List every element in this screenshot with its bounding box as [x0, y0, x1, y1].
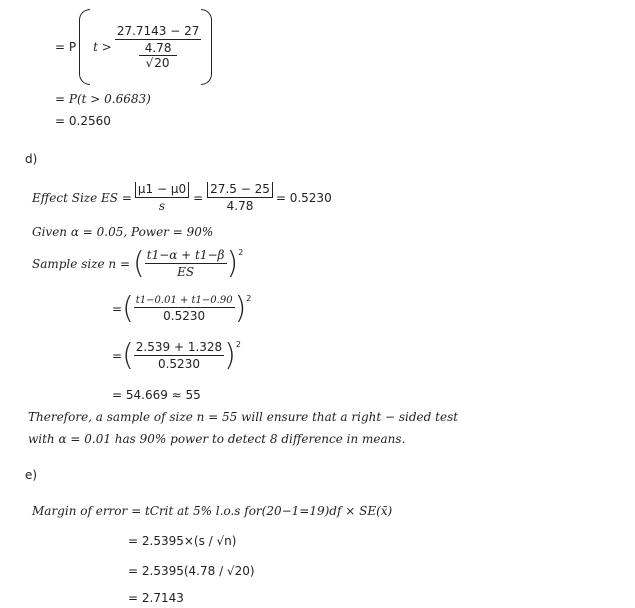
- n-formula-fraction: [145, 248, 227, 279]
- part-c-fraction: [115, 24, 202, 70]
- paren-open: (: [133, 245, 145, 281]
- es-num-2: 27.5 − 25: [207, 182, 273, 198]
- effect-size-label: Effect Size ES =: [32, 190, 132, 205]
- moe-step-2: = 2.5395(4.78 / √20): [128, 564, 255, 578]
- es-result: = 0.5230: [275, 190, 332, 205]
- part-c-t: t >: [93, 40, 112, 54]
- es-den-1: s: [158, 199, 166, 213]
- square-exponent: 2: [235, 340, 241, 349]
- n-step2-den: 0.5230: [163, 309, 206, 323]
- paren-close: ): [224, 337, 236, 373]
- equals-sign: =: [112, 302, 123, 316]
- n-step3-den: 0.5230: [157, 357, 200, 371]
- part-c-den-top: 4.78: [139, 41, 178, 56]
- left-paren: [79, 9, 90, 85]
- margin-of-error-line: Margin of error = tCrit at 5% l.o.s for(20−1=19)df × SE(x̄): [32, 504, 393, 518]
- moe-step-1: = 2.5395×(s / √n): [128, 534, 237, 548]
- part-c-line3: = 0.2560: [55, 114, 111, 128]
- conclusion-line-2: with α = 0.01 has 90% power to detect 8 difference in means.: [28, 432, 406, 446]
- part-c-den-root: √20: [145, 56, 170, 70]
- n-step3-fraction: [134, 340, 224, 371]
- n-step2-fraction: [134, 295, 235, 323]
- part-c-line2: = P(t > 0.6683): [55, 92, 151, 106]
- equals-sign: =: [112, 348, 123, 363]
- paren-close: ): [226, 245, 239, 281]
- part-c-prefix: = P: [55, 40, 77, 54]
- part-c-numerator: 27.7143 − 27: [116, 24, 200, 38]
- moe-step-3: = 2.7143: [128, 591, 184, 605]
- es-den-2: 4.78: [226, 199, 254, 213]
- n-step2-line: [112, 291, 252, 326]
- n-result: = 54.669 ≈ 55: [112, 388, 201, 402]
- part-c-denominator: [137, 40, 180, 70]
- paren-open: (: [122, 291, 134, 326]
- n-formula-num: t1−α + t1−β: [146, 248, 225, 262]
- part-d-label: d): [25, 152, 38, 166]
- square-exponent: 2: [238, 248, 244, 257]
- given-line: Given α = 0.05, Power = 90%: [32, 225, 214, 239]
- es-fraction-2: [207, 182, 273, 213]
- sample-size-line: [32, 245, 244, 281]
- part-c-line1: [55, 6, 212, 88]
- n-step3-num: 2.539 + 1.328: [135, 340, 223, 354]
- n-step2-num: t1−0.01 + t1−0.90: [135, 295, 233, 306]
- n-formula-den: ES: [177, 265, 195, 279]
- part-e-label: e): [25, 468, 38, 482]
- right-paren: [201, 9, 212, 85]
- n-step3-line: [112, 337, 241, 373]
- paren-open: (: [122, 337, 134, 373]
- equals-sign: =: [193, 190, 204, 205]
- root-value: 20: [154, 56, 170, 70]
- es-fraction-1: [135, 182, 189, 213]
- square-exponent: 2: [246, 294, 252, 303]
- es-num-1: μ1 − μ0: [135, 182, 189, 198]
- effect-size-line: [32, 182, 332, 213]
- sample-size-label: Sample size n =: [32, 256, 131, 271]
- paren-close: ): [234, 291, 247, 326]
- conclusion-line-1: Therefore, a sample of size n = 55 will ensure that a right − sided test: [28, 410, 459, 424]
